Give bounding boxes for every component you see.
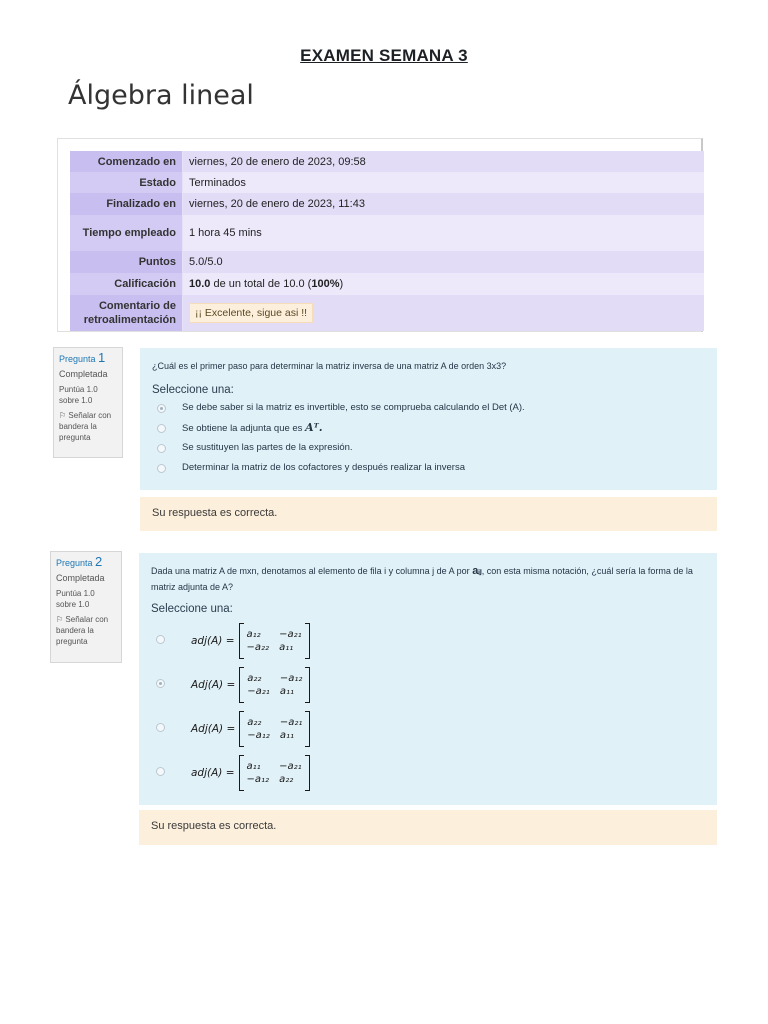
summary-row-feedback — [70, 295, 704, 331]
matrix-cell: −a₂₂ — [246, 642, 270, 653]
summary-key: Estado — [70, 172, 183, 193]
summary-key: Finalizado en — [70, 193, 183, 215]
question-number-value: 2 — [95, 554, 103, 569]
feedback-pill: ¡¡ Excelente, sigue asi !! — [189, 303, 313, 323]
matrix-cell: −a₂₁ — [279, 761, 302, 772]
matrix-cell: −a₂₁ — [247, 686, 270, 697]
option-text: Se debe saber si la matriz es invertible, esto se comprueba calculando el Det (A). — [182, 402, 525, 413]
option-math: Aᵀ. — [305, 421, 323, 434]
question-label: Pregunta — [56, 558, 93, 568]
question-number — [56, 556, 116, 569]
answer-option-4[interactable] — [151, 751, 705, 795]
matrix-cell: −a₁₂ — [247, 730, 270, 741]
question-state: Completada — [59, 369, 108, 379]
question-number-value: 1 — [98, 350, 106, 365]
answer-option-3[interactable] — [151, 707, 705, 751]
grade-total: de un total de 10.0 ( — [210, 278, 312, 290]
summary-table — [70, 151, 704, 331]
radio-button[interactable] — [156, 767, 165, 776]
summary-row-time — [70, 215, 704, 251]
matrix-grid — [244, 761, 305, 785]
summary-value: Terminados — [183, 172, 705, 193]
matrix-cell: −a₁₂ — [279, 673, 303, 684]
question-1-feedback: Su respuesta es correcta. — [140, 497, 717, 531]
matrix-cell: −a₂₁ — [279, 717, 303, 728]
radio-button[interactable] — [157, 444, 166, 453]
summary-row-finished — [70, 193, 704, 215]
flag-label: Señalar con bandera la pregunta — [59, 411, 112, 442]
question-2-feedback: Su respuesta es correcta. — [139, 810, 717, 845]
matrix-cell: a₁₁ — [279, 730, 294, 741]
question-2-info — [50, 551, 122, 663]
matrix-cell: a₂₂ — [247, 717, 262, 728]
answer-option-2[interactable] — [152, 418, 705, 438]
summary-value: 5.0/5.0 — [183, 251, 705, 273]
option-text: Se obtiene la adjunta que es — [182, 423, 306, 434]
matrix-cell: a₁₁ — [246, 761, 261, 772]
question-score: Puntúa 1.0 sobre 1.0 — [59, 385, 98, 405]
matrix-cell: a₂₂ — [279, 774, 294, 785]
attempt-summary — [57, 138, 703, 332]
summary-key: Comentario de retroalimentación — [70, 295, 183, 331]
matrix-function: adj(A) = — [191, 767, 235, 779]
matrix-cell: a₁₂ — [246, 629, 261, 640]
matrix-grid — [244, 673, 305, 697]
question-label: Pregunta — [59, 354, 96, 364]
grade-close: ) — [339, 278, 344, 290]
matrix-expression — [191, 621, 310, 661]
summary-key: Tiempo empleado — [70, 215, 183, 251]
bracket-right — [305, 755, 310, 791]
summary-value: viernes, 20 de enero de 2023, 09:58 — [183, 151, 705, 172]
flag-label: Señalar con bandera la pregunta — [56, 615, 109, 646]
option-text: Determinar la matriz de los cofactores y después realizar la inversa — [182, 462, 466, 473]
bracket-right — [305, 667, 310, 703]
course-title: Álgebra lineal — [68, 80, 254, 111]
option-text: Se sustituyen las partes de la expresión. — [182, 442, 353, 453]
question-state: Completada — [56, 573, 105, 583]
matrix-expression — [191, 709, 310, 749]
matrix-expression — [191, 665, 310, 705]
matrix-cell: −a₁₂ — [246, 774, 270, 785]
prompt-text: , con esta misma notación, ¿cuál sería la forma de la matriz adjunta de A? — [151, 566, 693, 592]
prompt-text: Dada una matriz A de mxn, denotamos al elemento de fila i y columna j de A por — [151, 566, 473, 576]
question-1-content — [140, 348, 717, 490]
summary-value: 1 hora 45 mins — [183, 215, 705, 251]
bracket-right — [305, 711, 310, 747]
grade-percent: 100% — [311, 278, 340, 290]
matrix-cell: a₁₁ — [279, 642, 294, 653]
radio-button[interactable] — [157, 464, 166, 473]
matrix-function: adj(A) = — [191, 635, 235, 647]
matrix-expression — [191, 753, 310, 793]
prompt-symbol: aᵢⱼ — [472, 565, 482, 577]
matrix-cell: a₁₁ — [279, 686, 294, 697]
question-1-info — [53, 347, 123, 458]
answer-option-1[interactable] — [152, 398, 705, 418]
radio-button[interactable] — [157, 424, 166, 433]
flag-icon: ⚐ — [59, 411, 67, 420]
answer-option-4[interactable] — [152, 458, 705, 478]
summary-key: Calificación — [70, 273, 183, 295]
matrix-cell: a₂₂ — [247, 673, 262, 684]
answer-option-1[interactable] — [151, 619, 705, 663]
summary-value: viernes, 20 de enero de 2023, 11:43 — [183, 193, 705, 215]
summary-row-state — [70, 172, 704, 193]
summary-row-grade — [70, 273, 704, 295]
flag-icon: ⚐ — [56, 615, 64, 624]
bracket-right — [305, 623, 310, 659]
question-number — [59, 352, 117, 365]
summary-row-started — [70, 151, 704, 172]
summary-key: Puntos — [70, 251, 183, 273]
answer-option-3[interactable] — [152, 438, 705, 458]
matrix-function: Adj(A) = — [191, 679, 236, 691]
select-label: Seleccione una: — [152, 384, 234, 396]
summary-row-points — [70, 251, 704, 273]
select-label: Seleccione una: — [151, 603, 233, 615]
summary-value — [183, 295, 705, 331]
matrix-grid — [244, 629, 305, 653]
question-prompt: ¿Cuál es el primer paso para determinar la matriz inversa de una matriz A de orden 3x3? — [152, 361, 507, 371]
radio-button[interactable] — [156, 723, 165, 732]
question-prompt — [151, 563, 705, 595]
radio-button-selected[interactable] — [157, 404, 166, 413]
grade-value: 10.0 — [189, 278, 211, 290]
flag-question-link[interactable] — [59, 410, 117, 443]
flag-question-link[interactable] — [56, 614, 116, 647]
matrix-function: Adj(A) = — [191, 723, 236, 735]
matrix-cell: −a₂₁ — [279, 629, 302, 640]
summary-value — [183, 273, 705, 295]
document-title: EXAMEN SEMANA 3 — [300, 46, 468, 65]
question-2-content — [139, 553, 717, 805]
summary-key: Comenzado en — [70, 151, 183, 172]
radio-button[interactable] — [156, 635, 165, 644]
radio-button-selected[interactable] — [156, 679, 165, 688]
matrix-grid — [244, 717, 305, 741]
question-score: Puntúa 1.0 sobre 1.0 — [56, 589, 95, 609]
answer-option-2[interactable] — [151, 663, 705, 707]
